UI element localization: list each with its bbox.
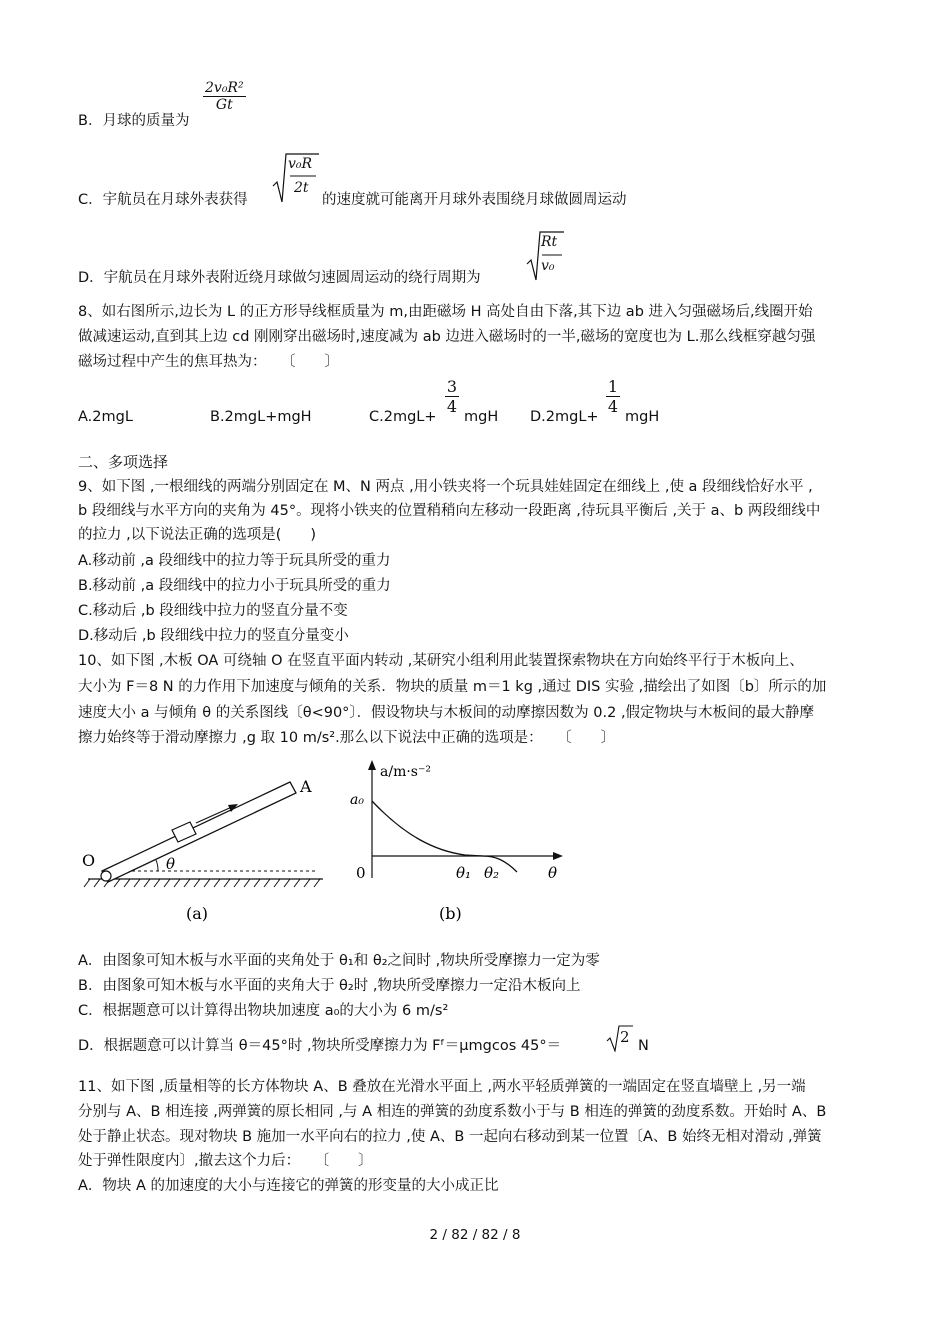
q10-option-a: A．由图象可知木板与水平面的夹角处于 θ₁和 θ₂之间时 ,物块所受摩擦力一定为零 <box>78 953 600 969</box>
page-footer: 2 / 82 / 82 / 8 <box>429 1227 521 1243</box>
figure-b-a0: a₀ <box>350 792 364 808</box>
q7-option-d: D．宇航员在月球外表附近绕月球做匀速圆周运动的绕行周期为 <box>78 270 481 286</box>
q11-option-a: A．物块 A 的加速度的大小与连接它的弹簧的形变量的大小成正比 <box>78 1178 499 1194</box>
figure-a-caption: (a) <box>186 904 209 923</box>
q9-line3: 的拉力 ,以下说法正确的选项是( ) <box>78 527 317 543</box>
q10-option-d-sqrt-value: 2 <box>620 1028 630 1046</box>
q8-option-d-den: 4 <box>607 397 619 416</box>
q11-line2: 分别与 A、B 相连接 ,两弹簧的原长相同 ,与 A 相连的弹簧的劲度系数小于与 B 相连的弹簧的劲度系数。开始时 A、B <box>78 1104 827 1120</box>
q10-option-b: B．由图象可知木板与水平面的夹角大于 θ₂时 ,物块所受摩擦力一定沿木板向上 <box>78 978 581 994</box>
q7-b-formula-den: Gt <box>215 97 233 113</box>
q10-line3: 速度大小 a 与倾角 θ 的关系图线〔θ<90°〕．假设物块与木板间的动摩擦因数为 0.2 ,假定物块与木板间的最大静摩 <box>78 705 815 721</box>
figure-b-xlabel: θ <box>548 864 558 882</box>
q8-option-c-num: 3 <box>446 377 458 396</box>
q9-option-a: A.移动前 ,a 段细线中的拉力等于玩具所受的重力 <box>78 553 391 569</box>
figure-b-theta1: θ₁ <box>456 864 472 882</box>
q11-line1: 11、如下图 ,质量相等的长方体物块 A、B 叠放在光滑水平面上 ,两水平轻质弹簧的一端固定在竖直墙壁上 ,另一端 <box>78 1079 806 1095</box>
q10-line4: 擦力始终等于滑动摩擦力 ,g 取 10 m/s².那么以下说法中正确的选项是： 〔 〕 <box>78 730 616 746</box>
q7-c-formula-den: 2t <box>294 180 309 196</box>
figure-a-label-a: A <box>300 777 312 796</box>
q8-line3: 磁场过程中产生的焦耳热为： 〔 〕 <box>78 354 339 370</box>
q8-option-b: B.2mgL+mgH <box>210 409 312 425</box>
q8-option-d-suffix: mgH <box>625 409 660 425</box>
q8-option-d-frac <box>606 377 620 416</box>
q7-c-formula-num: v₀R <box>288 156 313 172</box>
q10-option-d-unit: N <box>638 1038 649 1054</box>
figure-b-origin: 0 <box>356 864 366 882</box>
q10-line2: 大小为 F＝8 N 的力作用下加速度与倾角的关系．物块的质量 m＝1 kg ,通过 DIS 实验 ,描绘出了如图〔b〕所示的加 <box>78 679 827 695</box>
q8-line2: 做减速运动,直到其上边 cd 刚刚穿出磁场时,速度减为 ab 边进入磁场时的一半,磁场的宽度也为 L.那么线框穿越匀强 <box>78 329 816 345</box>
q8-option-d-num: 1 <box>607 377 619 396</box>
q7-option-c-suffix: 的速度就可能离开月球外表围绕月球做圆周运动 <box>322 192 627 208</box>
figure-b-theta2: θ₂ <box>484 864 500 882</box>
q9-line2: b 段细线与水平方向的夹角为 45°。现将小铁夹的位置稍稍向左移动一段距离 ,待玩具平衡后 ,关于 a、b 两段细线中 <box>78 503 821 519</box>
q8-option-c-suffix: mgH <box>464 409 499 425</box>
q9-line1: 9、如下图 ,一根细线的两端分别固定在 M、N 两点 ,用小铁夹将一个玩具娃娃固定在细线上 ,使 a 段细线恰好水平 , <box>78 479 813 495</box>
section-title: 二、多项选择 <box>78 453 169 471</box>
figure-b <box>345 756 575 928</box>
q8-option-d: D.2mgL+ <box>530 409 599 425</box>
q9-option-d: D.移动后 ,b 段细线中拉力的竖直分量变小 <box>78 628 349 644</box>
q10-option-c: C．根据题意可以计算得出物块加速度 a₀的大小为 6 m/s² <box>78 1003 449 1019</box>
q8-option-c: C.2mgL+ <box>369 409 437 425</box>
q8-option-c-frac <box>445 377 459 416</box>
q11-line3: 处于静止状态。现对物块 B 施加一水平向右的拉力 ,使 A、B 一起向右移动到某一位置〔A、B 始终无相对滑动 ,弹簧 <box>78 1129 822 1145</box>
q8-option-c-den: 4 <box>446 397 458 416</box>
figure-b-caption: (b) <box>439 904 462 923</box>
q7-option-c: C．宇航员在月球外表获得 <box>78 192 248 208</box>
q10-line1: 10、如下图 ,木板 OA 可绕轴 O 在竖直平面内转动 ,某研究小组利用此装置探索物块在方向始终平行于木板向上、 <box>78 653 804 669</box>
q7-d-formula-num: Rt <box>541 234 558 250</box>
q7-d-formula-den: v₀ <box>541 258 555 274</box>
figure-b-ylabel: a/m·s⁻² <box>380 764 431 780</box>
figure-a-label-o: O <box>82 851 96 870</box>
q8-option-a: A.2mgL <box>78 409 133 425</box>
q9-option-b: B.移动前 ,a 段细线中的拉力小于玩具所受的重力 <box>78 578 391 594</box>
q7-b-formula-num: 2v₀R² <box>205 80 244 96</box>
q10-option-d: D．根据题意可以计算当 θ＝45°时 ,物块所受摩擦力为 Fᶠ＝μmgcos 45°＝ <box>78 1038 562 1054</box>
figure-a-label-theta: θ <box>166 855 176 873</box>
q8-line1: 8、如右图所示,边长为 L 的正方形导线框质量为 m,由距磁场 H 高处自由下落,其下边 ab 进入匀强磁场后,线圈开始 <box>78 304 813 320</box>
q7-b-formula <box>203 80 246 113</box>
figure-a <box>78 768 328 928</box>
q7-option-b: B．月球的质量为 <box>78 113 190 129</box>
q9-option-c: C.移动后 ,b 段细线中拉力的竖直分量不变 <box>78 603 348 619</box>
q11-line4: 处于弹性限度内〕,撤去这个力后： 〔 〕 <box>78 1153 373 1169</box>
